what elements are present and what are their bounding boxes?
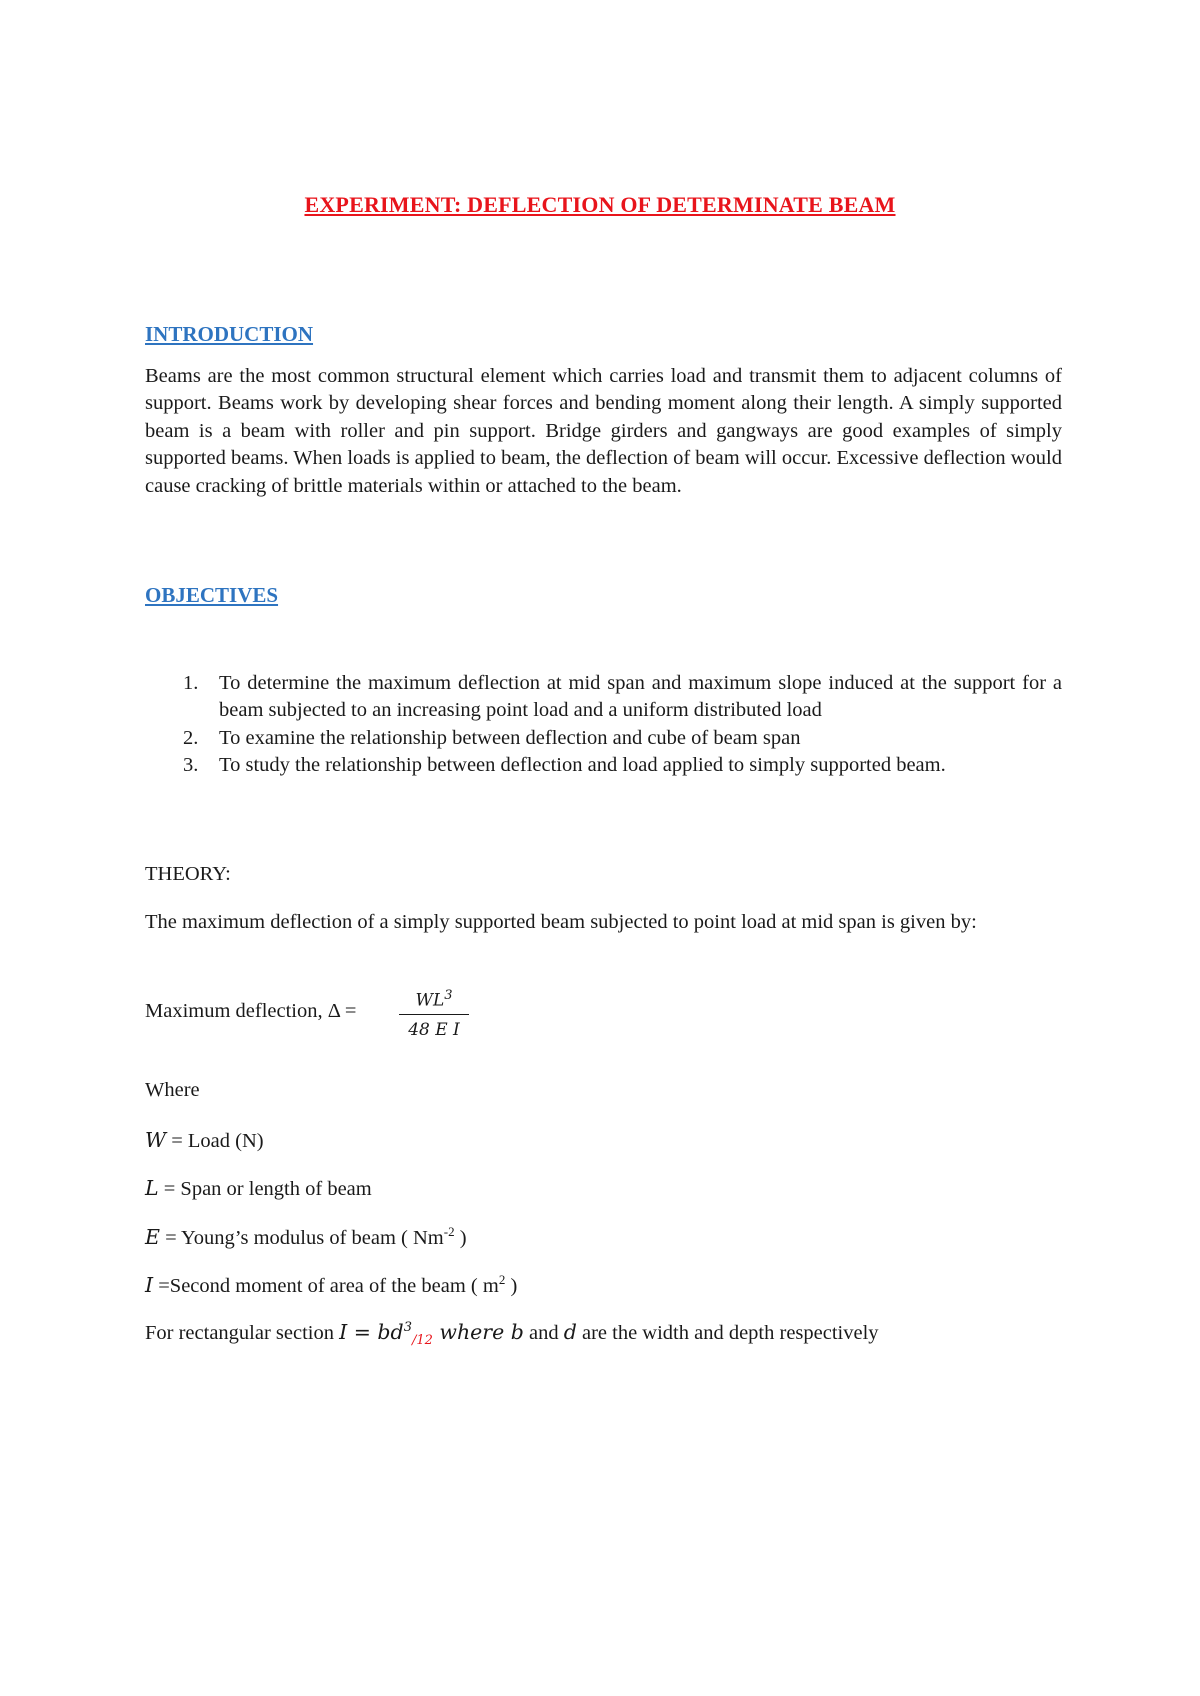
objectives-heading: OBJECTIVES [145,583,279,607]
formula-numerator-exponent: 3 [444,988,453,1003]
objective-number: 3. [183,754,199,777]
definition-load [145,1128,264,1153]
objective-item [145,725,1062,752]
formula-numerator: $WL^3$ [415,988,453,1011]
formula-label: Maximum deflection, Δ = [145,1000,357,1022]
definition-second-moment [145,1272,517,1298]
objective-number: 1. [183,672,199,694]
objective-text: To study the relationship between deflection and load applied to simply supported beam. [219,754,946,777]
definition-text: =Second moment of area of the beam ( m [153,1274,499,1297]
objective-number: 2. [183,726,199,749]
document-title: EXPERIMENT: DEFLECTION OF DETERMINATE BEAM [304,192,896,217]
definition-tail: ) [505,1274,518,1297]
definition-text: = Span or length of beam [158,1178,372,1200]
definition-text: = Young’s modulus of beam ( Nm [159,1226,444,1249]
rect-and: and [523,1322,564,1344]
formula-fraction [399,988,469,1040]
rect-divisor: /12 [411,1333,433,1349]
objectives-list [145,670,1062,780]
objective-item [145,670,1062,725]
definition-modulus [145,1224,467,1250]
rect-symbol-d: d [563,1320,577,1344]
where-label: Where [145,1079,200,1101]
theory-intro: The maximum deflection of a simply supported beam subjected to point load at mid span is given by: [145,911,977,933]
introduction-heading: INTRODUCTION [145,322,314,346]
rect-prefix: For rectangular section [145,1322,340,1344]
definition-exponent: 2 [498,1272,506,1287]
rect-equation: = bd [347,1320,404,1344]
rect-symbol-i: I [339,1320,348,1344]
objective-text: To determine the maximum deflection at mid span and maximum slope induced at the support for a beam subjected to an increasing point load and a uniform distributed load [219,672,1062,722]
rectangular-section-formula [145,1320,879,1348]
rect-where: where b [432,1320,524,1344]
definition-symbol: W [145,1128,167,1152]
theory-label: THEORY: [145,863,231,885]
introduction-paragraph: Beams are the most common structural element which carries load and transmit them to adjacent columns of support. Beams work by developing shear forces and bending moment along their length. A simply supported beam is a beam with roller and pin support. Bridge girders and gangways are good examples of simply supported beams. When loads is applied to beam, the deflection of beam will occur. Excessive deflection would cause cracking of brittle materials within or attached to the beam. [145,365,1062,497]
formula-denominator: 48 E I [408,1020,460,1041]
definition-symbol: E [145,1224,160,1249]
objective-text: To examine the relationship between deflection and cube of beam span [219,726,801,749]
definition-text: = Load (N) [166,1130,264,1152]
objective-item [145,752,1062,779]
definition-exponent: -2 [443,1224,455,1239]
definition-span [145,1176,372,1201]
definition-tail: ) [454,1226,467,1249]
definition-symbol: I [145,1272,154,1297]
rect-tail: are the width and depth respectively [576,1322,879,1344]
rect-exponent: 3 [403,1320,412,1336]
definition-symbol: L [145,1176,159,1200]
